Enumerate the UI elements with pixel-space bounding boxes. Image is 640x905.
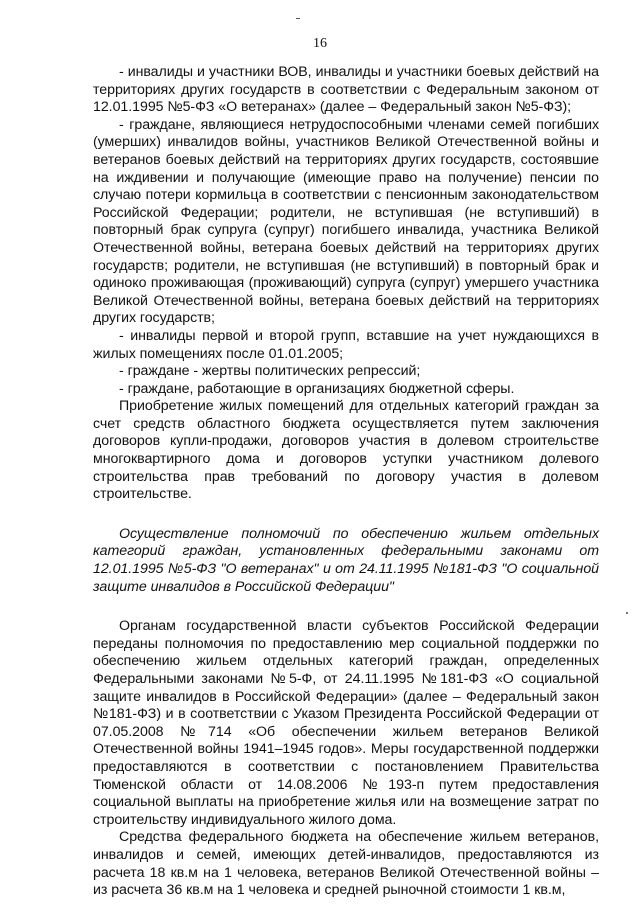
paragraph: Средства федерального бюджета на обеспечение жильем ветеранов, инвалидов и семей, имеющих детей-инвалидов, предоставляются из расчета 18 кв.м на 1 человека, ветеранов Великой Отечественной войны – из расчета 36 кв.м на 1 человека и средней рыночной стоимости 1 кв.м, — [93, 829, 599, 899]
paragraph: - инвалиды первой и второй групп, вставшие на учет нуждающихся в жилых помещениях после 01.01.2005; — [93, 327, 599, 362]
paragraph: - граждане, являющиеся нетрудоспособными членами семей погибших (умерших) инвалидов войны, участников Великой Отечественной войны и ветеранов боевых действий на территориях других государств, состоявшие на иждивении и получающие (имеющие право на получение) пенсии по случаю потери кормильца в соответствии с пенсионным законодательством Российской Федерации; родители, не вступившая (не вступивший) в повторный брак супруга (супруг) погибшего инвалида, участника Великой Отечественной войны, ветерана боевых действий на территориях других государств; родители, не вступившая (не вступивший) в повторный брак и одиноко проживающая (проживающий) супруга (супруг) умершего участника Великой Отечественной войны, ветерана боевых действий на территориях других государств; — [93, 116, 599, 327]
paragraph: - граждане, работающие в организациях бюджетной сферы. — [119, 380, 515, 397]
page-content — [93, 64, 599, 900]
scan-mark — [296, 18, 300, 19]
section-heading: Осуществление полномочий по обеспечению жильем отдельных категорий граждан, установленных федеральными законами от 12.01.1995 №5-ФЗ "О ветеранах" и от 24.11.1995 №181-ФЗ "О социальной защите инвалидов в Российской Федерации" — [93, 525, 599, 595]
scan-mark — [626, 612, 628, 614]
page-number: 16 — [313, 36, 327, 51]
paragraph: - граждане - жертвы политических репрессий; — [119, 363, 421, 380]
paragraph: Приобретение жилых помещений для отдельных категорий граждан за счет средств областного бюджета осуществляется путем заключения договоров купли-продажи, договоров участия в долевом строительстве многоквартирного дома и договоров уступки участником долевого строительства прав требований по договору участия в долевом строительстве. — [93, 398, 599, 503]
paragraph: - инвалиды и участники ВОВ, инвалиды и участники боевых действий на территориях других государств в соответствии с Федеральным законом от 12.01.1995 №5-ФЗ «О ветеранах» (далее – Федеральный закон №5-ФЗ); — [93, 64, 599, 116]
paragraph: Органам государственной власти субъектов Российской Федерации переданы полномочия по предоставлению мер социальной поддержки по обеспечению жильем отдельных категорий граждан, определенных Федеральными законами №5-Ф, от 24.11.1995 №181-ФЗ «О социальной защите инвалидов в Российской Федерации» (далее – Федеральный закон №181-ФЗ) и в соответствии с Указом Президента Российской Федерации от 07.05.2008 №714 «Об обеспечении жильем ветеранов Великой Отечественной войны 1941–1945 годов». Меры государственной поддержки предоставляются в соответствии с постановлением Правительства Тюменской области от 14.08.2006 №193-п путем предоставления социальной выплаты на приобретение жилья или на возмещение затрат по строительству индивидуального жилого дома. — [93, 618, 599, 828]
